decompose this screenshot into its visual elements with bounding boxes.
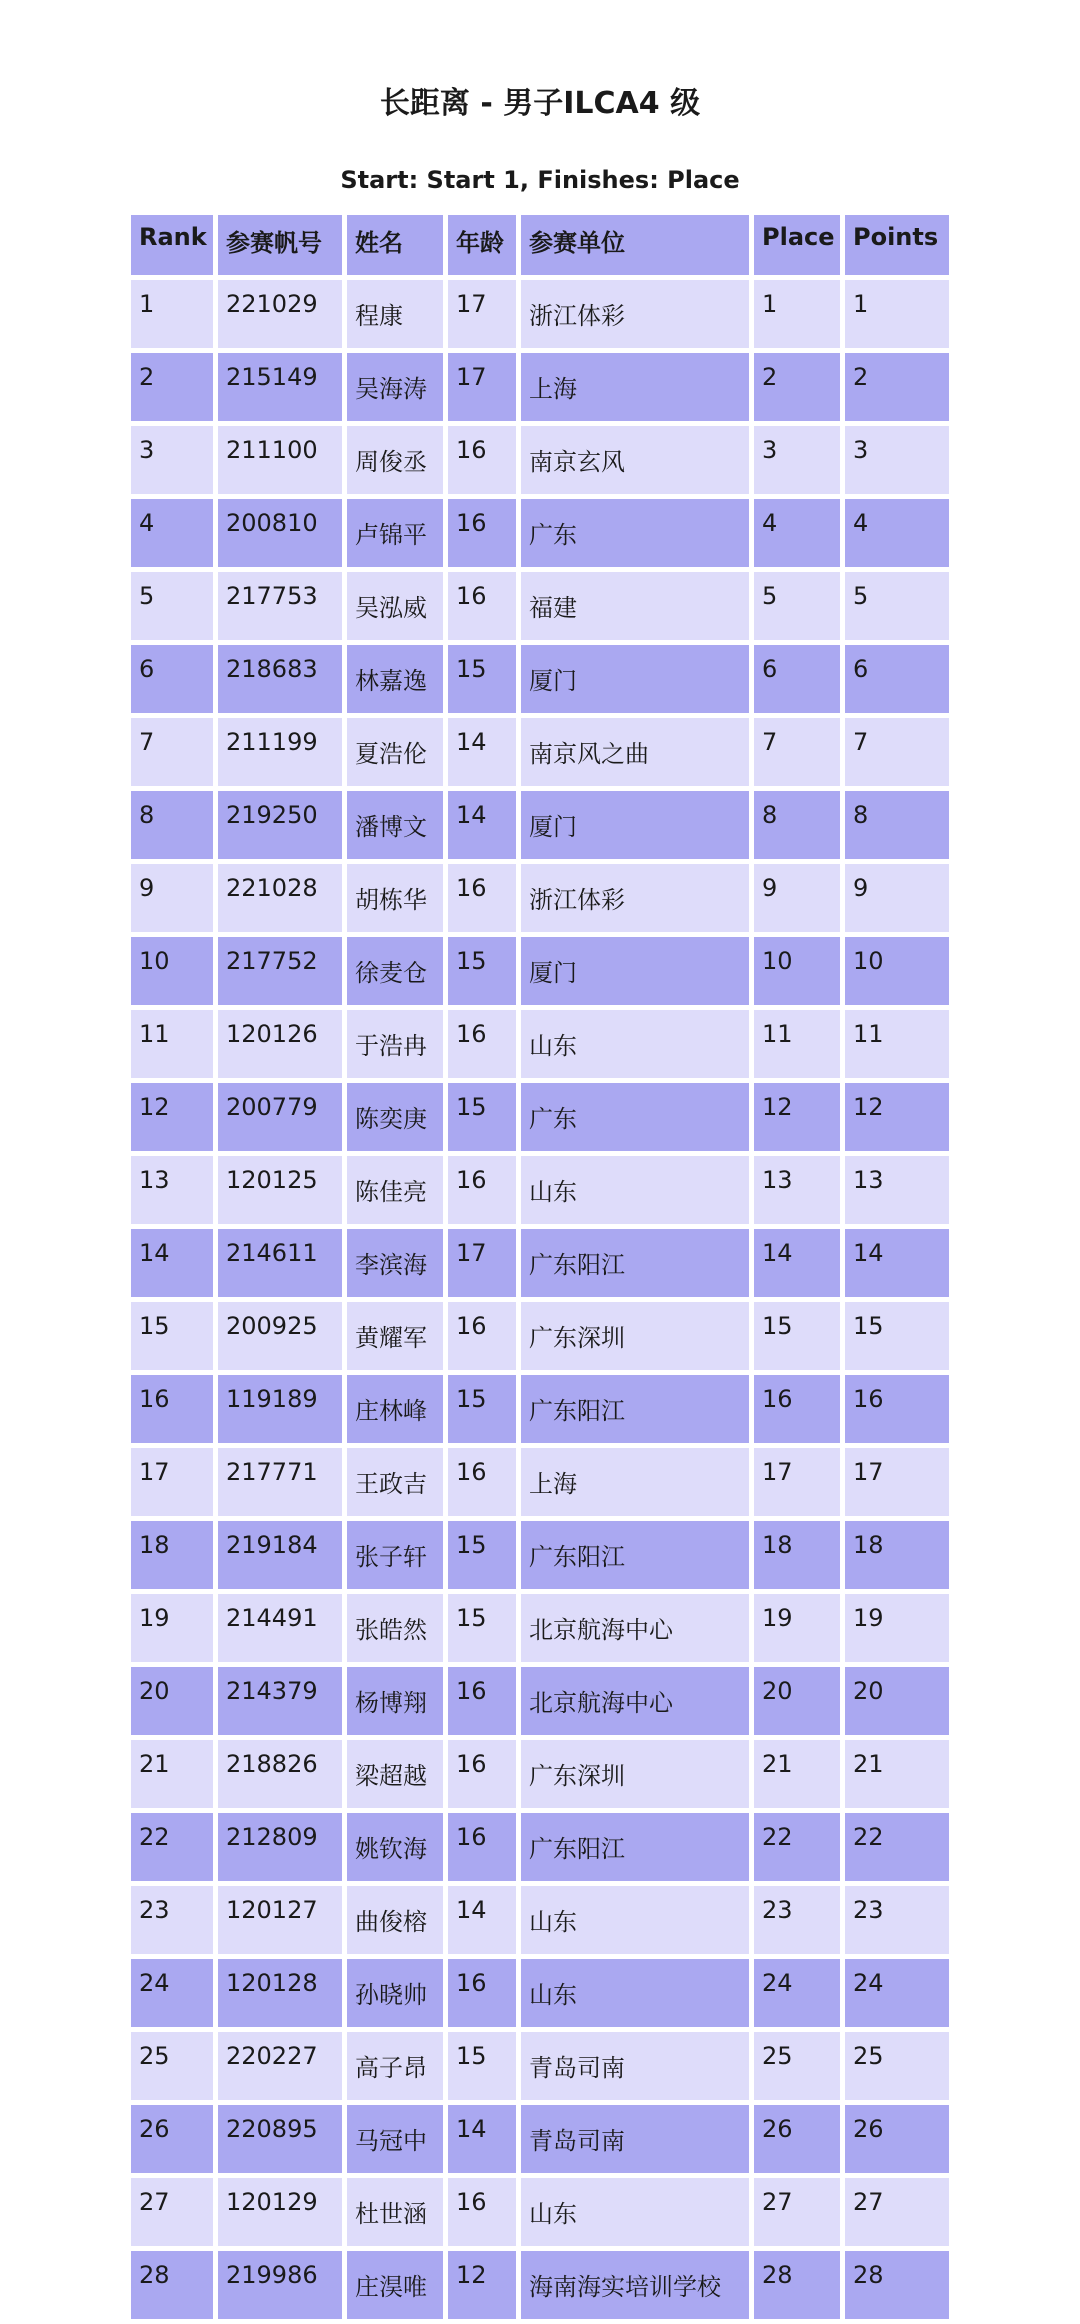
cell-rank: 12 (131, 1083, 213, 1151)
cell-sail-number: 220895 (218, 2105, 342, 2173)
cell-rank: 23 (131, 1886, 213, 1954)
table-row (131, 1375, 949, 1443)
cell-club: 广东阳江 (521, 1229, 749, 1297)
cell-age: 16 (448, 1302, 516, 1370)
cell-name: 卢锦平 (347, 499, 443, 567)
table-row (131, 1667, 949, 1735)
cell-sail-number: 120126 (218, 1010, 342, 1078)
cell-age: 12 (448, 2251, 516, 2319)
cell-sail-number: 218826 (218, 1740, 342, 1808)
cell-age: 16 (448, 1448, 516, 1516)
cell-name: 高子昂 (347, 2032, 443, 2100)
cell-name: 杜世涵 (347, 2178, 443, 2246)
cell-age: 14 (448, 1886, 516, 1954)
cell-club: 广东阳江 (521, 1521, 749, 1589)
table-row (131, 718, 949, 786)
cell-sail-number: 211100 (218, 426, 342, 494)
cell-points: 13 (845, 1156, 949, 1224)
cell-points: 26 (845, 2105, 949, 2173)
cell-place: 5 (754, 572, 840, 640)
cell-sail-number: 214491 (218, 1594, 342, 1662)
cell-sail-number: 200925 (218, 1302, 342, 1370)
cell-rank: 16 (131, 1375, 213, 1443)
cell-age: 16 (448, 1156, 516, 1224)
cell-age: 15 (448, 1083, 516, 1151)
cell-sail-number: 219250 (218, 791, 342, 859)
cell-name: 杨博翔 (347, 1667, 443, 1735)
cell-rank: 20 (131, 1667, 213, 1735)
cell-place: 7 (754, 718, 840, 786)
cell-name: 胡栋华 (347, 864, 443, 932)
cell-sail-number: 217752 (218, 937, 342, 1005)
cell-club: 浙江体彩 (521, 280, 749, 348)
cell-sail-number: 215149 (218, 353, 342, 421)
cell-place: 19 (754, 1594, 840, 1662)
cell-sail-number: 200779 (218, 1083, 342, 1151)
cell-rank: 17 (131, 1448, 213, 1516)
cell-sail-number: 120125 (218, 1156, 342, 1224)
results-body (131, 280, 949, 2319)
cell-rank: 26 (131, 2105, 213, 2173)
cell-age: 17 (448, 353, 516, 421)
cell-points: 10 (845, 937, 949, 1005)
table-row (131, 1302, 949, 1370)
cell-points: 3 (845, 426, 949, 494)
table-row (131, 937, 949, 1005)
table-row (131, 1010, 949, 1078)
cell-club: 山东 (521, 1886, 749, 1954)
table-row (131, 426, 949, 494)
results-table (126, 210, 954, 2324)
cell-club: 广东 (521, 1083, 749, 1151)
cell-name: 马冠中 (347, 2105, 443, 2173)
cell-club: 广东阳江 (521, 1375, 749, 1443)
cell-sail-number: 120127 (218, 1886, 342, 1954)
table-row (131, 864, 949, 932)
table-row (131, 1521, 949, 1589)
cell-age: 15 (448, 1594, 516, 1662)
cell-club: 山东 (521, 1010, 749, 1078)
cell-place: 21 (754, 1740, 840, 1808)
cell-place: 4 (754, 499, 840, 567)
cell-points: 7 (845, 718, 949, 786)
table-row (131, 1448, 949, 1516)
table-row (131, 280, 949, 348)
cell-club: 厦门 (521, 645, 749, 713)
cell-points: 27 (845, 2178, 949, 2246)
cell-rank: 19 (131, 1594, 213, 1662)
cell-place: 23 (754, 1886, 840, 1954)
cell-place: 16 (754, 1375, 840, 1443)
cell-rank: 14 (131, 1229, 213, 1297)
cell-club: 山东 (521, 1156, 749, 1224)
cell-place: 8 (754, 791, 840, 859)
page-subtitle: Start: Start 1, Finishes: Place (340, 166, 740, 194)
col-header-place: Place (754, 215, 840, 275)
cell-points: 25 (845, 2032, 949, 2100)
cell-sail-number: 200810 (218, 499, 342, 567)
cell-rank: 18 (131, 1521, 213, 1589)
cell-place: 17 (754, 1448, 840, 1516)
cell-points: 20 (845, 1667, 949, 1735)
cell-name: 梁超越 (347, 1740, 443, 1808)
cell-name: 姚钦海 (347, 1813, 443, 1881)
cell-club: 广东深圳 (521, 1302, 749, 1370)
cell-name: 徐麦仓 (347, 937, 443, 1005)
cell-points: 9 (845, 864, 949, 932)
table-row (131, 572, 949, 640)
cell-age: 16 (448, 1010, 516, 1078)
cell-place: 25 (754, 2032, 840, 2100)
table-row (131, 1594, 949, 1662)
table-row (131, 1156, 949, 1224)
cell-points: 4 (845, 499, 949, 567)
cell-points: 19 (845, 1594, 949, 1662)
cell-points: 15 (845, 1302, 949, 1370)
cell-age: 17 (448, 1229, 516, 1297)
col-header-rank: Rank (131, 215, 213, 275)
cell-club: 北京航海中心 (521, 1594, 749, 1662)
cell-club: 浙江体彩 (521, 864, 749, 932)
cell-club: 广东深圳 (521, 1740, 749, 1808)
cell-name: 曲俊榕 (347, 1886, 443, 1954)
cell-name: 吴泓威 (347, 572, 443, 640)
cell-rank: 28 (131, 2251, 213, 2319)
cell-age: 16 (448, 499, 516, 567)
cell-place: 2 (754, 353, 840, 421)
cell-name: 潘博文 (347, 791, 443, 859)
cell-name: 周俊丞 (347, 426, 443, 494)
cell-name: 林嘉逸 (347, 645, 443, 713)
cell-sail-number: 221029 (218, 280, 342, 348)
cell-points: 14 (845, 1229, 949, 1297)
cell-rank: 5 (131, 572, 213, 640)
cell-points: 5 (845, 572, 949, 640)
cell-place: 10 (754, 937, 840, 1005)
cell-age: 14 (448, 718, 516, 786)
cell-name: 张子轩 (347, 1521, 443, 1589)
cell-place: 26 (754, 2105, 840, 2173)
cell-sail-number: 218683 (218, 645, 342, 713)
header-row (131, 215, 949, 275)
cell-points: 22 (845, 1813, 949, 1881)
cell-points: 6 (845, 645, 949, 713)
table-row (131, 1813, 949, 1881)
table-row (131, 353, 949, 421)
table-row (131, 1886, 949, 1954)
cell-rank: 6 (131, 645, 213, 713)
cell-age: 16 (448, 864, 516, 932)
cell-place: 6 (754, 645, 840, 713)
cell-sail-number: 217771 (218, 1448, 342, 1516)
col-header-sail-number: 参赛帆号 (218, 215, 342, 275)
cell-rank: 11 (131, 1010, 213, 1078)
cell-rank: 15 (131, 1302, 213, 1370)
cell-age: 16 (448, 1667, 516, 1735)
cell-name: 庄林峰 (347, 1375, 443, 1443)
table-row (131, 1959, 949, 2027)
cell-rank: 2 (131, 353, 213, 421)
cell-sail-number: 119189 (218, 1375, 342, 1443)
cell-name: 李滨海 (347, 1229, 443, 1297)
cell-rank: 13 (131, 1156, 213, 1224)
cell-sail-number: 221028 (218, 864, 342, 932)
cell-place: 18 (754, 1521, 840, 1589)
cell-rank: 21 (131, 1740, 213, 1808)
cell-place: 9 (754, 864, 840, 932)
cell-points: 1 (845, 280, 949, 348)
cell-points: 21 (845, 1740, 949, 1808)
col-header-age: 年龄 (448, 215, 516, 275)
cell-points: 11 (845, 1010, 949, 1078)
cell-place: 14 (754, 1229, 840, 1297)
cell-place: 1 (754, 280, 840, 348)
cell-points: 17 (845, 1448, 949, 1516)
cell-place: 3 (754, 426, 840, 494)
cell-rank: 25 (131, 2032, 213, 2100)
table-row (131, 2032, 949, 2100)
cell-club: 山东 (521, 2178, 749, 2246)
cell-place: 12 (754, 1083, 840, 1151)
cell-points: 2 (845, 353, 949, 421)
cell-club: 南京玄风 (521, 426, 749, 494)
cell-points: 16 (845, 1375, 949, 1443)
cell-club: 广东阳江 (521, 1813, 749, 1881)
cell-place: 22 (754, 1813, 840, 1881)
cell-name: 夏浩伦 (347, 718, 443, 786)
cell-club: 福建 (521, 572, 749, 640)
table-row (131, 499, 949, 567)
cell-age: 14 (448, 2105, 516, 2173)
cell-rank: 8 (131, 791, 213, 859)
cell-sail-number: 219184 (218, 1521, 342, 1589)
cell-place: 11 (754, 1010, 840, 1078)
cell-place: 27 (754, 2178, 840, 2246)
cell-rank: 7 (131, 718, 213, 786)
cell-sail-number: 214611 (218, 1229, 342, 1297)
cell-club: 厦门 (521, 791, 749, 859)
cell-sail-number: 217753 (218, 572, 342, 640)
cell-place: 15 (754, 1302, 840, 1370)
table-row (131, 2105, 949, 2173)
cell-age: 15 (448, 1375, 516, 1443)
cell-club: 南京风之曲 (521, 718, 749, 786)
cell-name: 王政吉 (347, 1448, 443, 1516)
table-row (131, 791, 949, 859)
cell-points: 8 (845, 791, 949, 859)
cell-age: 16 (448, 2178, 516, 2246)
cell-age: 16 (448, 1740, 516, 1808)
table-row (131, 1740, 949, 1808)
cell-rank: 22 (131, 1813, 213, 1881)
cell-rank: 3 (131, 426, 213, 494)
cell-points: 28 (845, 2251, 949, 2319)
table-row (131, 1083, 949, 1151)
cell-name: 张皓然 (347, 1594, 443, 1662)
col-header-points: Points (845, 215, 949, 275)
cell-name: 孙晓帅 (347, 1959, 443, 2027)
cell-age: 15 (448, 1521, 516, 1589)
cell-rank: 27 (131, 2178, 213, 2246)
cell-sail-number: 220227 (218, 2032, 342, 2100)
cell-rank: 10 (131, 937, 213, 1005)
cell-age: 14 (448, 791, 516, 859)
cell-sail-number: 219986 (218, 2251, 342, 2319)
cell-age: 15 (448, 2032, 516, 2100)
cell-age: 15 (448, 645, 516, 713)
cell-sail-number: 120129 (218, 2178, 342, 2246)
cell-points: 23 (845, 1886, 949, 1954)
cell-points: 18 (845, 1521, 949, 1589)
cell-age: 16 (448, 1959, 516, 2027)
cell-sail-number: 214379 (218, 1667, 342, 1735)
cell-place: 13 (754, 1156, 840, 1224)
cell-place: 28 (754, 2251, 840, 2319)
cell-name: 于浩冉 (347, 1010, 443, 1078)
cell-club: 青岛司南 (521, 2032, 749, 2100)
cell-name: 庄淏唯 (347, 2251, 443, 2319)
cell-rank: 9 (131, 864, 213, 932)
cell-age: 16 (448, 426, 516, 494)
cell-points: 24 (845, 1959, 949, 2027)
cell-name: 陈佳亮 (347, 1156, 443, 1224)
page-title: 长距离 - 男子ILCA4 级 (379, 86, 701, 121)
cell-name: 程康 (347, 280, 443, 348)
cell-age: 16 (448, 1813, 516, 1881)
cell-points: 12 (845, 1083, 949, 1151)
table-row (131, 2178, 949, 2246)
col-header-name: 姓名 (347, 215, 443, 275)
cell-name: 陈奕庚 (347, 1083, 443, 1151)
cell-club: 广东 (521, 499, 749, 567)
cell-club: 上海 (521, 1448, 749, 1516)
cell-age: 17 (448, 280, 516, 348)
cell-club: 青岛司南 (521, 2105, 749, 2173)
cell-name: 吴海涛 (347, 353, 443, 421)
cell-club: 上海 (521, 353, 749, 421)
cell-place: 20 (754, 1667, 840, 1735)
cell-rank: 4 (131, 499, 213, 567)
cell-age: 16 (448, 572, 516, 640)
cell-club: 厦门 (521, 937, 749, 1005)
table-row (131, 1229, 949, 1297)
cell-rank: 24 (131, 1959, 213, 2027)
col-header-club: 参赛单位 (521, 215, 749, 275)
cell-club: 海南海实培训学校 (521, 2251, 749, 2319)
cell-sail-number: 120128 (218, 1959, 342, 2027)
cell-rank: 1 (131, 280, 213, 348)
cell-age: 15 (448, 937, 516, 1005)
cell-club: 山东 (521, 1959, 749, 2027)
cell-sail-number: 212809 (218, 1813, 342, 1881)
cell-club: 北京航海中心 (521, 1667, 749, 1735)
cell-place: 24 (754, 1959, 840, 2027)
cell-name: 黄耀军 (347, 1302, 443, 1370)
table-row (131, 2251, 949, 2319)
table-row (131, 645, 949, 713)
cell-sail-number: 211199 (218, 718, 342, 786)
